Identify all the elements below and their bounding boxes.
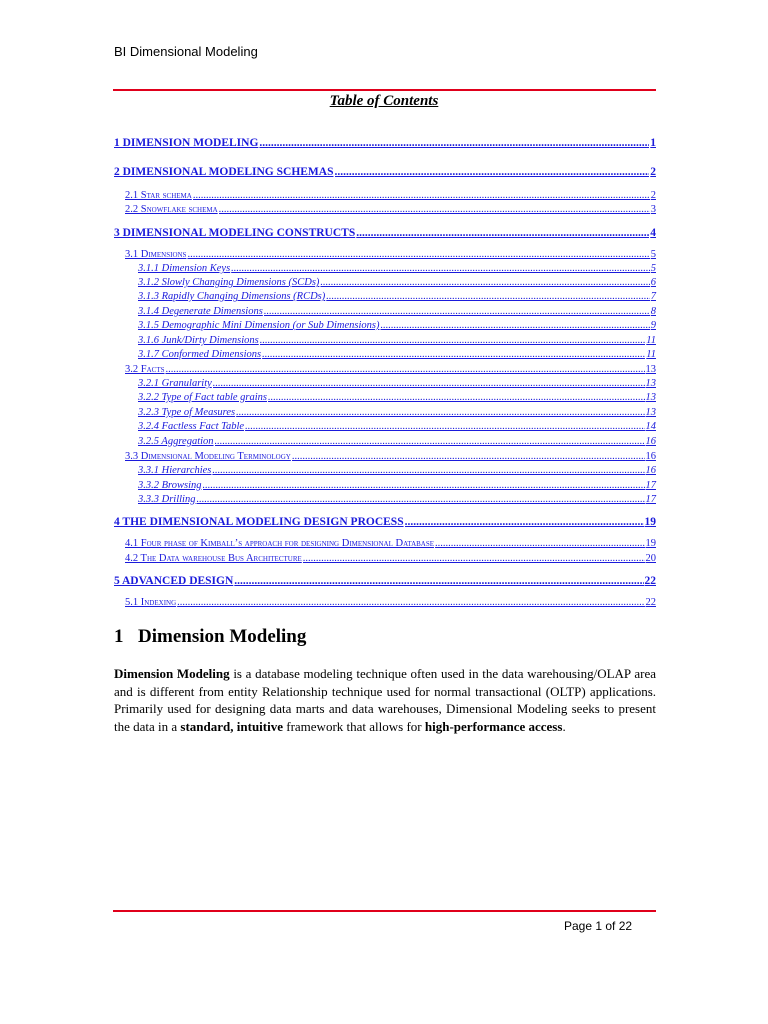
toc-entry-label: 3.2 Facts xyxy=(125,364,165,375)
toc-leader xyxy=(292,451,645,462)
paragraph-text: . xyxy=(562,718,566,734)
toc-entry[interactable] xyxy=(138,480,656,491)
toc-entry-page: 5 xyxy=(650,249,656,260)
toc-entry[interactable] xyxy=(138,421,656,432)
section-heading xyxy=(114,626,306,648)
toc-entry-label: 3.2.5 Aggregation xyxy=(138,436,214,447)
emphasis-bold: high-performance access xyxy=(424,718,563,734)
toc-leader xyxy=(380,320,649,331)
toc-entry-page: 3 xyxy=(650,204,656,215)
paragraph-text: is a database modeling technique often used in the data warehousing/OLAP area and is different from entity Relationship technique used for normal transactional (OLTP) applications. Primarily used for designing data marts and data warehouses, Dimensional Modeling seeks to present the data in a xyxy=(114,666,656,734)
toc-entry-label: 5 ADVANCED DESIGN xyxy=(114,575,234,587)
toc-entry-label: 3.1.6 Junk/Dirty Dimensions xyxy=(138,335,259,346)
toc-entry[interactable] xyxy=(125,204,656,215)
toc-entry[interactable] xyxy=(138,277,656,288)
toc-entry-page: 17 xyxy=(645,494,656,505)
toc-leader xyxy=(165,364,644,375)
toc-entry[interactable] xyxy=(125,249,656,260)
toc-leader xyxy=(259,137,649,149)
toc-entry-page: 17 xyxy=(645,480,656,491)
toc-entry-page: 7 xyxy=(650,291,656,302)
toc-entry-page: 2 xyxy=(650,166,656,178)
toc-entry[interactable] xyxy=(125,451,656,462)
toc-leader xyxy=(236,407,644,418)
toc-entry[interactable] xyxy=(138,378,656,389)
toc-leader xyxy=(231,263,650,274)
toc-leader xyxy=(405,516,644,528)
toc-leader xyxy=(196,494,644,505)
toc-entry[interactable] xyxy=(138,335,656,346)
toc-entry[interactable] xyxy=(114,137,656,149)
toc-entry[interactable] xyxy=(125,190,656,201)
toc-entry[interactable] xyxy=(138,392,656,403)
toc-entry-label: 1 DIMENSION MODELING xyxy=(114,137,259,149)
toc-entry[interactable] xyxy=(138,263,656,274)
toc-entry-label: 3.1.1 Dimension Keys xyxy=(138,263,231,274)
toc-leader xyxy=(303,553,645,564)
toc-entry-page: 8 xyxy=(650,306,656,317)
toc-entry[interactable] xyxy=(114,516,656,528)
toc-entry-page: 13 xyxy=(645,378,656,389)
toc-entry-page: 2 xyxy=(650,190,656,201)
toc-entry-label: 3.2.1 Granularity xyxy=(138,378,212,389)
toc-leader xyxy=(212,465,644,476)
toc-leader xyxy=(245,421,644,432)
toc-leader xyxy=(177,597,644,608)
toc-leader xyxy=(320,277,649,288)
toc-entry-page: 11 xyxy=(646,349,656,360)
toc-entry[interactable] xyxy=(125,597,656,608)
toc-entry-label: 3.1.7 Conformed Dimensions xyxy=(138,349,262,360)
toc-entry-label: 3.2.2 Type of Fact table grains xyxy=(138,392,267,403)
toc-entry-label: 3.1.4 Degenerate Dimensions xyxy=(138,306,263,317)
footer-rule xyxy=(113,910,656,912)
toc-leader xyxy=(193,190,650,201)
toc-leader xyxy=(262,349,645,360)
toc-entry-page: 11 xyxy=(646,335,656,346)
toc-entry-page: 4 xyxy=(650,227,656,239)
toc-entry-page: 19 xyxy=(645,538,656,549)
toc-entry-page: 22 xyxy=(644,575,656,587)
section-number: 1 xyxy=(114,626,124,647)
toc-entry-page: 5 xyxy=(650,263,656,274)
toc-leader xyxy=(435,538,644,549)
toc-leader xyxy=(335,166,650,178)
toc-leader xyxy=(260,335,646,346)
toc-entry-page: 1 xyxy=(650,137,656,149)
toc-entry[interactable] xyxy=(138,436,656,447)
toc-entry-page: 14 xyxy=(645,421,656,432)
toc-entry-label: 3.2.4 Factless Fact Table xyxy=(138,421,245,432)
toc-entry[interactable] xyxy=(114,575,656,587)
toc-entry-page: 16 xyxy=(645,465,656,476)
toc-entry-label: 3.3.1 Hierarchies xyxy=(138,465,212,476)
toc-entry-page: 13 xyxy=(645,392,656,403)
toc-entry-page: 9 xyxy=(650,320,656,331)
paragraph-text: framework that allows for xyxy=(283,718,425,734)
toc-entry-label: 3.3.3 Drilling xyxy=(138,494,196,505)
toc-entry-label: 3.1.5 Demographic Mini Dimension (or Sub Dimensions) xyxy=(138,320,380,331)
toc-entry-page: 6 xyxy=(650,277,656,288)
toc-entry-label: 3.2.3 Type of Measures xyxy=(138,407,236,418)
toc-leader xyxy=(234,575,643,587)
toc-entry-label: 5.1 Indexing xyxy=(125,597,177,608)
toc-entry[interactable] xyxy=(125,538,656,549)
running-header: BI Dimensional Modeling xyxy=(114,44,258,59)
toc-leader xyxy=(326,291,650,302)
toc-entry-label: 4.2 The Data warehouse Bus Architecture xyxy=(125,553,302,564)
toc-entry-label: 3.1 Dimensions xyxy=(125,249,187,260)
toc-entry-label: 3.1.3 Rapidly Changing Dimensions (RCDs) xyxy=(138,291,326,302)
header-rule xyxy=(113,89,656,91)
toc-entry[interactable] xyxy=(114,166,656,178)
toc-entry-page: 16 xyxy=(645,436,656,447)
toc-entry-label: 2 DIMENSIONAL MODELING SCHEMAS xyxy=(114,166,334,178)
toc-leader xyxy=(219,204,650,215)
toc-entry[interactable] xyxy=(138,349,656,360)
toc-entry-label: 4 THE DIMENSIONAL MODELING DESIGN PROCESS xyxy=(114,516,404,528)
toc-entry-page: 13 xyxy=(645,364,656,375)
toc-leader xyxy=(203,480,645,491)
page-number: Page 1 of 22 xyxy=(564,919,633,933)
toc-leader xyxy=(264,306,650,317)
toc-entry[interactable] xyxy=(138,320,656,331)
toc-entry[interactable] xyxy=(125,553,656,564)
toc-entry-label: 3.1.2 Slowly Changing Dimensions (SCDs) xyxy=(138,277,320,288)
toc-entry[interactable] xyxy=(138,306,656,317)
toc-title: Table of Contents xyxy=(329,93,439,109)
toc-entry[interactable] xyxy=(125,364,656,375)
section-title: Dimension Modeling xyxy=(138,626,307,647)
toc-entry-page: 16 xyxy=(645,451,656,462)
toc-entry-label: 2.1 Star schema xyxy=(125,190,192,201)
toc-entry[interactable] xyxy=(138,465,656,476)
toc-entry[interactable] xyxy=(138,494,656,505)
toc-entry[interactable] xyxy=(114,227,656,239)
toc-leader xyxy=(213,378,645,389)
toc-entry[interactable] xyxy=(138,291,656,302)
toc-entry-label: 3 DIMENSIONAL MODELING CONSTRUCTS xyxy=(114,227,356,239)
toc-entry-label: 3.3 Dimensional Modeling Terminology xyxy=(125,451,291,462)
toc-entry-page: 13 xyxy=(645,407,656,418)
toc-leader xyxy=(356,227,649,239)
emphasis-bold: standard, intuitive xyxy=(180,718,283,734)
body-paragraph xyxy=(114,665,656,735)
term-bold: Dimension Modeling xyxy=(114,666,230,681)
toc-entry-page: 20 xyxy=(645,553,656,564)
toc-entry[interactable] xyxy=(138,407,656,418)
toc-entry-label: 4.1 Four phase of Kimball’s approach for designing Dimensional Database xyxy=(125,538,435,549)
toc-leader xyxy=(268,392,645,403)
toc-entry-page: 19 xyxy=(644,516,656,528)
toc-leader xyxy=(187,249,649,260)
toc-entry-label: 3.3.2 Browsing xyxy=(138,480,202,491)
toc-leader xyxy=(215,436,645,447)
toc-entry-label: 2.2 Snowflake schema xyxy=(125,204,218,215)
toc-entry-page: 22 xyxy=(645,597,656,608)
